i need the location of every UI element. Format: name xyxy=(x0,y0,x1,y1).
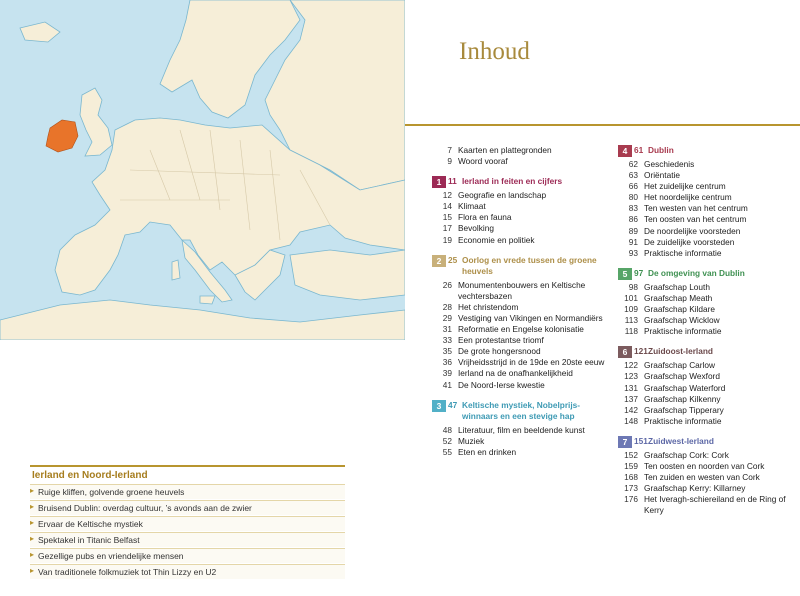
toc-entry[interactable] xyxy=(432,145,610,156)
entry-label: Reformatie en Engelse kolonisatie xyxy=(458,324,584,335)
chapter-number: 4 xyxy=(618,145,632,157)
toc-entry[interactable] xyxy=(618,226,794,237)
page-number: 28 xyxy=(442,301,452,312)
toc-column-right xyxy=(618,145,794,516)
page-number: 152 xyxy=(624,449,638,460)
page-number: 142 xyxy=(624,404,638,415)
entry-label: Praktische informatie xyxy=(644,415,722,426)
entry-label: Woord vooraf xyxy=(458,156,508,167)
page-number: 9 xyxy=(447,156,452,167)
page-number: 39 xyxy=(442,368,452,379)
highlight-item: ▸ Ervaar de Keltische mystiek xyxy=(30,516,345,532)
toc-entry[interactable] xyxy=(432,313,610,324)
entry-label: Bevolking xyxy=(458,223,494,234)
page-number: 33 xyxy=(442,335,452,346)
toc-column-left xyxy=(432,145,610,458)
page-number: 62 xyxy=(628,159,638,169)
toc-entry[interactable] xyxy=(618,461,794,472)
page-number: 66 xyxy=(628,181,638,192)
entry-label: Graafschap Meath xyxy=(644,292,713,303)
chapter-title: Keltische mystiek, Nobelprijswinnaars en een stevige hap xyxy=(462,399,581,422)
page-number: 11 xyxy=(448,176,457,187)
page-number: 14 xyxy=(442,201,452,212)
chapter-title: Dublin xyxy=(648,145,674,155)
page-number: 31 xyxy=(442,324,452,335)
toc-entry[interactable] xyxy=(432,302,610,313)
toc-entry[interactable] xyxy=(432,201,610,212)
toc-entry[interactable] xyxy=(618,360,794,371)
entry-label: Praktische informatie xyxy=(644,326,722,337)
entry-label: Het zuidelijke centrum xyxy=(644,181,726,192)
page-number: 159 xyxy=(624,460,638,471)
toc-entry[interactable] xyxy=(618,293,794,304)
page-number: 101 xyxy=(624,292,638,303)
entry-label: Muziek xyxy=(458,435,485,446)
toc-entry[interactable] xyxy=(618,405,794,416)
toc-entry[interactable] xyxy=(432,212,610,223)
page-number: 55 xyxy=(442,446,452,457)
toc-entry[interactable] xyxy=(432,324,610,335)
entry-label: Het christendom xyxy=(458,301,519,312)
highlights-title: Ierland en Noord-Ierland xyxy=(32,470,148,481)
page-number: 89 xyxy=(628,225,638,236)
page-number: 26 xyxy=(442,279,452,290)
entry-label: Geschiedenis xyxy=(644,159,695,169)
toc-entry[interactable] xyxy=(618,472,794,483)
entry-label: Graafschap Kildare xyxy=(644,304,716,315)
toc-entry[interactable] xyxy=(618,304,794,315)
page-number: 98 xyxy=(628,281,638,292)
page-number: 118 xyxy=(624,326,638,337)
page-number: 113 xyxy=(624,315,638,326)
toc-entry[interactable] xyxy=(432,357,610,368)
page-number: 63 xyxy=(628,170,638,181)
page-number: 137 xyxy=(624,393,638,404)
entry-label: Graafschap Kerry: Killarney xyxy=(644,483,746,494)
toc-entry[interactable] xyxy=(432,335,610,346)
chapter-title: Zuidwest-Ierland xyxy=(648,435,714,446)
page-number: 176 xyxy=(624,494,638,505)
chapter-heading-4[interactable] xyxy=(618,145,794,157)
entry-label: De Noord-Ierse kwestie xyxy=(458,379,545,390)
entry-label: Flora en fauna xyxy=(458,212,512,223)
toc-entry[interactable] xyxy=(618,159,794,170)
page-number: 122 xyxy=(624,360,638,371)
entry-label: Graafschap Cork: Cork xyxy=(644,449,729,460)
toc-entry[interactable] xyxy=(618,383,794,394)
entry-label: Klimaat xyxy=(458,201,486,212)
entry-label: Graafschap Kilkenny xyxy=(644,393,721,404)
page-number: 168 xyxy=(624,472,638,483)
page-number: 35 xyxy=(442,346,452,357)
entry-label: Graafschap Carlow xyxy=(644,360,716,371)
toc-entry[interactable] xyxy=(432,280,610,302)
page-number: 48 xyxy=(442,424,452,435)
chapter-title: Zuidoost-Ierland xyxy=(648,346,713,357)
toc-entry[interactable] xyxy=(432,223,610,234)
entry-label: Ten oosten van het centrum xyxy=(644,214,747,225)
entry-label: Vrijheidsstrijd in de 19de en 20ste eeuw xyxy=(458,357,605,368)
toc-entry[interactable] xyxy=(432,156,610,167)
page-number: 80 xyxy=(628,192,638,203)
page-number: 93 xyxy=(628,247,638,258)
page-number: 109 xyxy=(624,304,638,315)
chapter-number: 5 xyxy=(618,268,632,280)
europe-map xyxy=(0,0,405,340)
chapter-heading-3[interactable] xyxy=(432,400,610,423)
toc-entry[interactable] xyxy=(618,214,794,225)
entry-label: De noordelijke voorsteden xyxy=(644,225,741,236)
entry-label: Literatuur, film en beeldende kunst xyxy=(458,424,585,435)
toc-entry[interactable] xyxy=(618,170,794,181)
page-number: 61 xyxy=(634,145,644,155)
chapter-number: 2 xyxy=(432,255,446,267)
page-number: 19 xyxy=(442,234,452,245)
page-number: 131 xyxy=(624,382,638,393)
toc-entry[interactable] xyxy=(432,436,610,447)
page-number: 123 xyxy=(624,371,638,382)
toc-entry[interactable] xyxy=(618,192,794,203)
toc-entry[interactable] xyxy=(432,346,610,357)
entry-label: Ten westen van het centrum xyxy=(644,203,748,214)
chapter-number: 7 xyxy=(618,436,632,448)
toc-entry[interactable] xyxy=(432,235,610,246)
entry-label: Monumentenbouwers en Keltische vechtersbazen xyxy=(458,279,586,301)
page-title: Inhoud xyxy=(459,38,530,65)
chapter-number: 1 xyxy=(432,176,446,188)
page-number: 29 xyxy=(442,312,452,323)
page-number: 25 xyxy=(448,254,458,265)
toc-entry[interactable] xyxy=(618,326,794,337)
toc-entry[interactable] xyxy=(432,380,610,391)
chapter-number: 6 xyxy=(618,346,632,358)
entry-label: Kaarten en plattegronden xyxy=(458,145,552,155)
page-number: 121 xyxy=(634,346,648,357)
highlight-item: ▸ Spektakel in Titanic Belfast xyxy=(30,532,345,548)
page-number: 83 xyxy=(628,203,638,214)
entry-label: Vestiging van Vikingen en Normandiërs xyxy=(458,312,603,323)
chapter-heading-2[interactable] xyxy=(432,255,610,278)
entry-label: De grote hongersnood xyxy=(458,346,541,357)
entry-label: Praktische informatie xyxy=(644,247,722,258)
highlight-item: ▸ Gezellige pubs en vriendelijke mensen xyxy=(30,548,345,564)
toc-entry[interactable] xyxy=(618,237,794,248)
entry-label: Graafschap Louth xyxy=(644,281,710,292)
entry-label: Het Iveragh-schiereiland en de Ring of Kerry xyxy=(644,494,786,516)
toc-entry[interactable] xyxy=(432,447,610,458)
toc-entry[interactable] xyxy=(432,368,610,379)
toc-entry[interactable] xyxy=(618,394,794,405)
page-number: 41 xyxy=(442,379,452,390)
toc-entry[interactable] xyxy=(618,248,794,259)
toc-entry[interactable] xyxy=(618,450,794,461)
entry-label: Graafschap Wexford xyxy=(644,371,720,382)
highlight-item: ▸ Bruisend Dublin: overdag cultuur, ’s avonds aan de zwier xyxy=(30,500,345,516)
toc-entry[interactable] xyxy=(618,282,794,293)
page-number: 47 xyxy=(448,399,458,410)
toc-entry[interactable] xyxy=(618,416,794,427)
toc-entry[interactable] xyxy=(618,371,794,382)
chapter-heading-6[interactable] xyxy=(618,346,794,358)
chapter-title: De omgeving van Dublin xyxy=(648,267,745,278)
toc-entry[interactable] xyxy=(618,203,794,214)
highlight-item: ▸ Ruige kliffen, golvende groene heuvels xyxy=(30,484,345,500)
chapter-heading-7[interactable] xyxy=(618,436,794,448)
entry-label: Ten zuiden en westen van Cork xyxy=(644,472,760,483)
page-number: 91 xyxy=(628,236,638,247)
page-number: 52 xyxy=(442,435,452,446)
page-number: 7 xyxy=(447,145,452,155)
entry-label: De zuidelijke voorsteden xyxy=(644,236,735,247)
entry-label: Ten oosten en noorden van Cork xyxy=(644,460,765,471)
chapter-number: 3 xyxy=(432,400,446,412)
entry-label: Eten en drinken xyxy=(458,446,517,457)
page-number: 86 xyxy=(628,214,638,225)
chapter-heading-5[interactable] xyxy=(618,268,794,280)
toc-entry[interactable] xyxy=(618,494,794,516)
page-number: 12 xyxy=(442,190,452,201)
page-number: 148 xyxy=(624,415,638,426)
page-number: 173 xyxy=(624,483,638,494)
entry-label: Oriëntatie xyxy=(644,170,680,181)
entry-label: Graafschap Wicklow xyxy=(644,315,720,326)
toc-entry[interactable] xyxy=(618,483,794,494)
entry-label: Een protestantse triomf xyxy=(458,335,544,346)
toc-entry[interactable] xyxy=(618,315,794,326)
toc-entry[interactable] xyxy=(432,425,610,436)
entry-label: Ierland na de onafhankelijkheid xyxy=(458,368,573,379)
chapter-heading-1[interactable] xyxy=(432,176,610,188)
highlights-box xyxy=(30,465,345,580)
chapter-title: Ierland in feiten en cijfers xyxy=(462,176,563,187)
highlight-item: ▸ Van traditionele folkmuziek tot Thin Lizzy en U2 xyxy=(30,564,345,580)
toc-entry[interactable] xyxy=(618,181,794,192)
page-number: 97 xyxy=(634,267,644,278)
entry-label: Economie en politiek xyxy=(458,234,535,245)
page-number: 17 xyxy=(442,223,452,234)
page-number: 151 xyxy=(634,435,648,446)
chapter-title: Oorlog en vrede tussen de groene heuvels xyxy=(462,254,597,277)
entry-label: Graafschap Tipperary xyxy=(644,404,724,415)
entry-label: Het noordelijke centrum xyxy=(644,192,732,203)
entry-label: Geografie en landschap xyxy=(458,190,547,201)
highlights-list xyxy=(30,484,345,580)
page-number: 15 xyxy=(442,212,452,223)
page-number: 36 xyxy=(442,357,452,368)
entry-label: Graafschap Waterford xyxy=(644,382,726,393)
title-rule xyxy=(405,124,800,126)
toc-entry[interactable] xyxy=(432,190,610,201)
